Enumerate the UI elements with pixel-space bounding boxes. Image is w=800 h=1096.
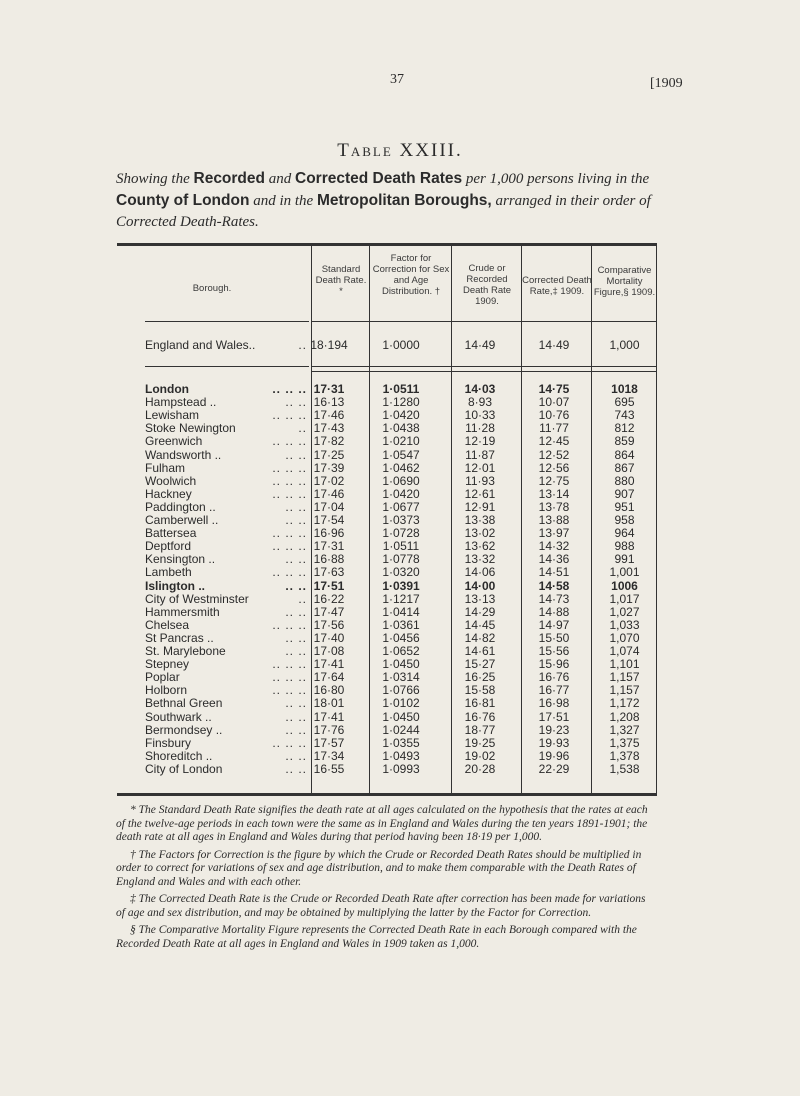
comparative-figure: 1,538 (609, 761, 640, 776)
table-bottom-rule (117, 793, 657, 796)
correction-factor: 1·1217 (382, 591, 420, 606)
comparative-figure: 743 (614, 408, 635, 423)
leader-dots: .. .. (285, 447, 307, 462)
standard-rate: 17·82 (313, 434, 345, 449)
standard-rate: 17·41 (313, 709, 345, 724)
comparative-figure: 1,375 (609, 735, 640, 750)
leader-dots: .. (298, 338, 307, 352)
standard-rate: 17·76 (313, 722, 345, 737)
borough-name: City of Westminster (145, 591, 249, 606)
table-row (117, 422, 657, 435)
correction-factor: 1·0690 (382, 473, 420, 488)
standard-rate: 17·39 (313, 460, 345, 475)
standard-rate: 17·56 (313, 617, 345, 632)
report-year: [1909 (650, 76, 683, 91)
corrected-rate: 22·29 (538, 761, 570, 776)
crude-rate: 12·91 (464, 499, 496, 514)
comparative-figure: 1,001 (609, 565, 640, 580)
standard-rate: 16·22 (313, 591, 345, 606)
correction-factor: 1·0420 (382, 408, 420, 423)
borough-name: Stepney (145, 657, 190, 672)
leader-dots: .. .. (285, 630, 307, 645)
correction-factor: 1·0320 (382, 565, 420, 580)
standard-rate: 17·08 (313, 644, 345, 658)
table-title: Table XXIII. (337, 140, 463, 161)
crude-rate: 8·93 (467, 395, 493, 410)
leader-dots: .. .. (285, 761, 307, 776)
correction-factor: 1·0511 (382, 382, 420, 396)
correction-factor: 1·0244 (382, 722, 420, 737)
page-number: 37 (390, 72, 404, 87)
corrected-rate: 19·96 (538, 748, 570, 763)
corrected-rate: 14·97 (538, 617, 570, 632)
table-row (117, 697, 657, 710)
corrected-rate: 14·49 (538, 338, 570, 352)
leader-dots: .. .. (285, 552, 307, 567)
comparative-figure: 1,033 (609, 617, 640, 632)
leader-dots: .. .. (285, 709, 307, 724)
borough-name: Kensington .. (145, 552, 216, 567)
corrected-rate: 15·96 (538, 657, 570, 672)
comparative-figure: 958 (614, 513, 635, 527)
comparative-figure: 864 (614, 447, 635, 462)
crude-rate: 14·29 (464, 604, 496, 619)
correction-factor: 1·0373 (382, 513, 420, 527)
correction-factor: 1·0547 (382, 447, 420, 462)
table-row (117, 488, 657, 501)
crude-rate: 12·01 (464, 460, 496, 475)
table-row (117, 449, 657, 462)
corrected-rate: 13·14 (538, 486, 570, 501)
correction-factor: 1·0314 (382, 670, 420, 685)
leader-dots: .. .. (285, 578, 307, 593)
table-row (117, 383, 657, 396)
standard-rate: 16·80 (313, 683, 345, 698)
caption-bold: Metropolitan Boroughs, (316, 192, 492, 209)
caption-text: and (268, 171, 292, 187)
borough-name: Battersea (145, 526, 197, 541)
crude-rate: 13·32 (464, 552, 496, 567)
comparative-figure: 1,378 (609, 748, 640, 763)
table-row (117, 409, 657, 422)
leader-dots: .. .. (285, 722, 307, 737)
caption-text: per 1,000 persons living in the (465, 171, 650, 187)
crude-rate: 13·62 (464, 539, 496, 554)
section-rule (311, 371, 657, 372)
crude-rate: 19·25 (464, 735, 496, 750)
corrected-rate: 12·45 (538, 434, 570, 449)
corrected-rate: 13·97 (538, 526, 570, 541)
table-row (117, 435, 657, 448)
section-rule (311, 366, 657, 367)
footnote: ‡ The Corrected Death Rate is the Crude or Recorded Death Rate after correction has been made for variations of age and sex distribution, and may be obtained by multiplying the latter by the Factor for Correction. (116, 893, 646, 919)
table-row (117, 514, 657, 527)
comparative-figure: 1,017 (609, 591, 640, 606)
borough-name: Fulham (145, 460, 186, 475)
standard-rate: 17·46 (313, 408, 345, 423)
comparative-figure: 1,000 (609, 338, 640, 352)
caption-text: Showing the (116, 171, 190, 187)
corrected-rate: 16·77 (538, 683, 570, 698)
crude-rate: 16·81 (464, 696, 496, 711)
comparative-figure: 1,172 (609, 696, 640, 711)
crude-rate: 14·45 (464, 617, 496, 632)
correction-factor: 1·0450 (382, 657, 420, 672)
crude-rate: 15·58 (464, 683, 496, 698)
header-borough: Borough. (192, 283, 232, 294)
comparative-figure: 951 (614, 499, 635, 514)
borough-name: Paddington .. (145, 499, 216, 514)
caption-bold: Corrected Death Rates (295, 170, 463, 187)
corrected-rate: 12·52 (538, 447, 570, 462)
correction-factor: 1·0728 (382, 526, 420, 541)
correction-factor: 1·0778 (382, 552, 420, 567)
standard-rate: 17·46 (313, 486, 345, 501)
comparative-figure: 1,157 (609, 683, 640, 698)
crude-rate: 13·13 (464, 591, 496, 606)
borough-name: Stoke Newington (145, 421, 236, 436)
comparative-figure: 964 (614, 526, 635, 541)
standard-rate: 17·31 (313, 539, 345, 554)
comparative-figure: 988 (614, 539, 635, 554)
comparative-figure: 1,074 (609, 644, 640, 658)
borough-name: Hammersmith (145, 604, 220, 619)
table-row (117, 763, 657, 776)
borough-name: St Pancras .. (145, 630, 214, 645)
comparative-figure: 907 (614, 486, 635, 501)
corrected-rate: 14·32 (538, 539, 570, 554)
comparative-figure: 1018 (611, 382, 638, 396)
comparative-figure: 1,208 (609, 709, 640, 724)
leader-dots: .. .. .. (272, 408, 307, 423)
table-row (117, 396, 657, 409)
comparative-figure: 867 (614, 460, 635, 475)
caption-bold: County of London (116, 192, 250, 209)
corrected-rate: 16·76 (538, 670, 570, 685)
correction-factor: 1·0493 (382, 748, 420, 763)
standard-rate: 17·41 (313, 657, 345, 672)
borough-name: Shoreditch .. (145, 748, 213, 763)
table-row (117, 566, 657, 579)
corrected-rate: 19·93 (538, 735, 570, 750)
table-row (117, 553, 657, 566)
death-rates-table (117, 243, 657, 796)
borough-name: Bethnal Green (145, 696, 223, 711)
comparative-figure: 991 (614, 552, 635, 567)
correction-factor: 1·0210 (382, 434, 420, 449)
correction-factor: 1·0766 (382, 683, 420, 698)
correction-factor: 1·0511 (382, 539, 420, 554)
correction-factor: 1·0355 (382, 735, 420, 750)
borough-name: Finsbury (145, 735, 192, 750)
leader-dots: .. .. (285, 748, 307, 763)
footnote: § The Comparative Mortality Figure represents the Corrected Death Rate in each Borough compared with the Recorded Death Rate at all ages in England and Wales in 1909 taken as 1,000. (116, 924, 637, 950)
borough-name: Lewisham (145, 408, 200, 423)
correction-factor: 1·0414 (382, 604, 420, 619)
standard-rate: 17·63 (313, 565, 345, 580)
comparative-figure: 1006 (611, 578, 638, 593)
corrected-rate: 14·51 (538, 565, 570, 580)
borough-name: Islington .. (145, 578, 205, 593)
header-rule (145, 321, 309, 322)
leader-dots: .. .. .. (272, 670, 307, 685)
leader-dots: .. .. .. (272, 565, 307, 580)
correction-factor: 1·0456 (382, 630, 420, 645)
borough-name: Poplar (145, 670, 180, 685)
comparative-figure: 1,327 (609, 722, 640, 737)
borough-name: Chelsea (145, 617, 190, 632)
borough-name: Wandsworth .. (145, 447, 222, 462)
caption-text: and in the (253, 193, 314, 209)
standard-rate: 16·13 (313, 395, 345, 410)
crude-rate: 13·02 (464, 526, 496, 541)
standard-rate: 18·194 (310, 338, 348, 352)
standard-rate: 17·25 (313, 447, 345, 462)
leader-dots: .. (298, 591, 307, 606)
corrected-rate: 19·23 (538, 722, 570, 737)
header-factor-correction: Factor for Correction for Sex and Age Distribution. † (372, 253, 450, 297)
corrected-rate: 10·76 (538, 408, 570, 423)
corrected-rate: 14·75 (538, 382, 570, 396)
comparative-figure: 1,101 (609, 657, 640, 672)
table-row (117, 671, 657, 684)
crude-rate: 18·77 (464, 722, 496, 737)
crude-rate: 20·28 (464, 761, 496, 776)
leader-dots: .. .. .. (272, 539, 307, 554)
borough-name: Lambeth (145, 565, 192, 580)
corrected-rate: 11·77 (539, 421, 569, 436)
crude-rate: 19·02 (464, 748, 496, 763)
standard-rate: 17·64 (313, 670, 345, 685)
borough-name: London (145, 382, 189, 396)
table-row (117, 527, 657, 540)
caption-text: arranged in their order of Corrected Death-Rates. (116, 193, 651, 230)
borough-name: Hampstead .. (145, 395, 217, 410)
borough-name: Bermondsey .. (145, 722, 223, 737)
leader-dots: .. .. (285, 513, 307, 527)
standard-rate: 17·47 (313, 604, 345, 619)
leader-dots: .. .. (285, 604, 307, 619)
comparative-figure: 1,157 (609, 670, 640, 685)
correction-factor: 1·0438 (382, 421, 420, 436)
corrected-rate: 16·98 (538, 696, 570, 711)
corrected-rate: 17·51 (538, 709, 570, 724)
corrected-rate: 14·58 (538, 578, 570, 593)
borough-name: Greenwich (145, 434, 203, 449)
standard-rate: 17·40 (313, 630, 345, 645)
correction-factor: 1·1280 (382, 395, 420, 410)
crude-rate: 14·06 (464, 565, 496, 580)
header-crude-death-rate: Crude or Recorded Death Rate 1909. (462, 263, 512, 307)
leader-dots: .. .. (285, 644, 307, 658)
table-row (117, 737, 657, 750)
comparative-figure: 812 (614, 421, 635, 436)
correction-factor: 1·0420 (382, 486, 420, 501)
standard-rate: 17·31 (313, 382, 345, 396)
corrected-rate: 14·73 (538, 591, 570, 606)
borough-name: Deptford (145, 539, 192, 554)
standard-rate: 17·54 (313, 513, 345, 527)
comparative-figure: 695 (614, 395, 635, 410)
table-row (117, 711, 657, 724)
standard-rate: 17·04 (313, 499, 345, 514)
crude-rate: 15·27 (464, 657, 496, 672)
corrected-rate: 15·50 (538, 630, 570, 645)
corrected-rate: 13·88 (538, 513, 570, 527)
borough-name: St. Marylebone (145, 644, 226, 658)
leader-dots: .. .. (285, 696, 307, 711)
england-wales-row (117, 339, 657, 352)
footnotes (116, 804, 656, 955)
crude-rate: 10·33 (464, 408, 496, 423)
standard-rate: 17·02 (313, 473, 345, 488)
comparative-figure: 859 (614, 434, 635, 449)
leader-dots: .. .. (285, 395, 307, 410)
caption-bold: Recorded (193, 170, 265, 187)
leader-dots: .. .. .. (272, 657, 307, 672)
table-row (117, 540, 657, 553)
borough-name: City of London (145, 761, 223, 776)
crude-rate: 11·93 (465, 473, 495, 488)
table-row (117, 593, 657, 606)
corrected-rate: 12·56 (538, 460, 570, 475)
table-row (117, 750, 657, 763)
standard-rate: 16·55 (313, 761, 345, 776)
leader-dots: .. .. .. (272, 526, 307, 541)
correction-factor: 1·0450 (382, 709, 420, 724)
correction-factor: 1·0102 (382, 696, 420, 711)
correction-factor: 1·0993 (382, 761, 420, 776)
table-row (117, 632, 657, 645)
standard-rate: 17·57 (313, 735, 345, 750)
correction-factor: 1·0391 (382, 578, 420, 593)
table-row (117, 645, 657, 658)
standard-rate: 17·51 (313, 578, 345, 593)
leader-dots: .. .. .. (272, 460, 307, 475)
footnote: * The Standard Death Rate signifies the death rate at all ages calculated on the hypothesis that the rates at each of the twelve-age periods in each town were the same as in England and Wales during the ten years 1891-1901; the death rate at all ages in England and Wales during that period having been 18·19 per 1,000. (116, 804, 648, 843)
crude-rate: 14·61 (464, 644, 496, 658)
table-row (117, 501, 657, 514)
corrected-rate: 13·78 (538, 499, 570, 514)
borough-name: Hackney (145, 486, 192, 501)
table-row (117, 462, 657, 475)
standard-rate: 18·01 (313, 696, 345, 711)
comparative-figure: 1,027 (609, 604, 640, 619)
borough-name: Southwark .. (145, 709, 212, 724)
corrected-rate: 15·56 (538, 644, 570, 658)
table-row (117, 580, 657, 593)
borough-name: Woolwich (145, 473, 197, 488)
crude-rate: 16·76 (464, 709, 496, 724)
crude-rate: 14·49 (464, 338, 496, 352)
crude-rate: 14·00 (464, 578, 496, 593)
leader-dots: .. .. .. (272, 735, 307, 750)
standard-rate: 16·88 (313, 552, 345, 567)
leader-dots: .. .. .. (272, 683, 307, 698)
header-corrected-death-rate: Corrected Death Rate,‡ 1909. (522, 275, 592, 297)
standard-rate: 16·96 (313, 526, 345, 541)
table-top-rule (117, 243, 657, 246)
borough-name: England and Wales.. (145, 338, 256, 352)
leader-dots: .. .. .. (272, 486, 307, 501)
header-standard-death-rate: Standard Death Rate. * (315, 264, 367, 297)
leader-dots: .. .. .. (272, 382, 307, 396)
leader-dots: .. .. .. (272, 617, 307, 632)
header-comparative-mortality: Comparative Mortality Figure,§ 1909. (593, 265, 656, 298)
corrected-rate: 10·07 (538, 395, 570, 410)
crude-rate: 11·28 (465, 421, 495, 436)
table-row (117, 658, 657, 671)
borough-name: Holborn (145, 683, 188, 698)
crude-rate: 12·61 (464, 486, 496, 501)
standard-rate: 17·43 (313, 421, 345, 436)
header-rule (311, 321, 657, 322)
leader-dots: .. (298, 421, 307, 436)
leader-dots: .. .. .. (272, 473, 307, 488)
comparative-figure: 880 (614, 473, 635, 488)
crude-rate: 12·19 (464, 434, 496, 449)
standard-rate: 17·34 (313, 748, 345, 763)
table-row (117, 724, 657, 737)
leader-dots: .. .. (285, 499, 307, 514)
table-row (117, 475, 657, 488)
crude-rate: 16·25 (464, 670, 496, 685)
correction-factor: 1·0000 (382, 338, 420, 352)
leader-dots: .. .. .. (272, 434, 307, 449)
correction-factor: 1·0652 (382, 644, 420, 658)
correction-factor: 1·0462 (382, 460, 420, 475)
crude-rate: 13·38 (464, 513, 496, 527)
table-caption (116, 168, 686, 233)
comparative-figure: 1,070 (609, 630, 640, 645)
footnote: † The Factors for Correction is the figure by which the Crude or Recorded Death Rates should be multiplied in order to correct for variations of sex and age distribution, and to make them comparable with the Death Rates of England and Wales and with each other. (116, 848, 642, 888)
table-row (117, 606, 657, 619)
corrected-rate: 14·88 (538, 604, 570, 619)
correction-factor: 1·0677 (382, 499, 420, 514)
borough-name: Camberwell .. (145, 513, 219, 527)
section-rule (145, 366, 309, 367)
crude-rate: 14·03 (464, 382, 496, 396)
corrected-rate: 14·36 (538, 552, 570, 567)
table-row (117, 684, 657, 697)
correction-factor: 1·0361 (382, 617, 420, 632)
crude-rate: 14·82 (464, 630, 496, 645)
crude-rate: 11·87 (465, 447, 495, 462)
table-row (117, 619, 657, 632)
corrected-rate: 12·75 (538, 473, 570, 488)
